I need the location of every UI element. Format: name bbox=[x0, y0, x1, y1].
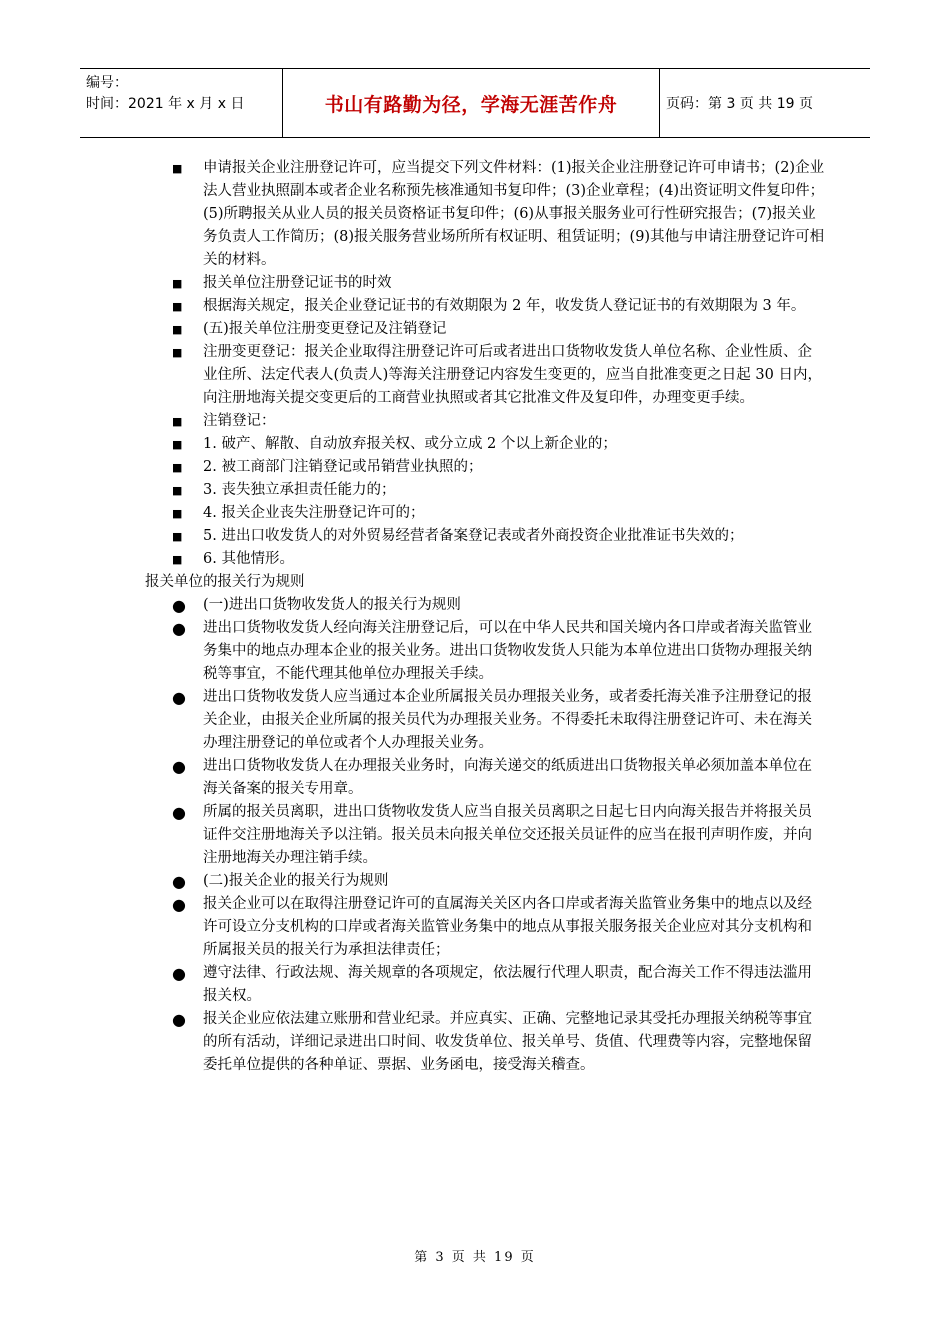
list-item: ● 报关企业应依法建立账册和营业纪录。并应真实、正确、完整地记录其受托办理报关纳税等事宜的所有活动，详细记录进出口时间、收发货单位、报关单号、货值、代理费等内容，完整地保留委托单位提供的各种单证、票据、业务函电，接受海关稽查。 bbox=[172, 1010, 812, 1073]
list-item: ● 进出口货物收发货人应当通过本企业所属报关员办理报关业务，或者委托海关准予注册登记的报关企业，由报关企业所属的报关员代为办理报关业务。不得委托未取得注册登记许可、未在海关办理注册登记的单位或者个人办理报关业务。 bbox=[172, 688, 812, 751]
list-item: ● (一)进出口货物收发货人的报关行为规则 bbox=[172, 596, 461, 615]
list-item: ■ 根据海关规定，报关企业登记证书的有效期限为 2 年，收发货人登记证书的有效期限为 3 年。 bbox=[145, 295, 825, 318]
list-item: ■ 6. 其他情形。 bbox=[145, 548, 825, 571]
square-bullet-icon: ■ bbox=[172, 277, 183, 290]
square-bullet-icon: ■ bbox=[172, 438, 183, 451]
list-item: ● 所属的报关员离职，进出口货物收发货人应当自报关员离职之日起七日内向海关报告并将报关员证件交注册地海关予以注销。报关员未向报关单位交还报关员证件的应当在报刊声明作废，并向注册地海关办理注销手续。 bbox=[172, 803, 812, 866]
list-item: ■ 1. 破产、解散、自动放弃报关权、或分立成 2 个以上新企业的； bbox=[145, 433, 825, 456]
list-item: ● 进出口货物收发货人经向海关注册登记后，可以在中华人民共和国关境内各口岸或者海关监管业务集中的地点办理本企业的报关业务。进出口货物收发货人只能为本单位进出口货物办理报关纳税等事宜，不能代理其他单位办理报关手续。 bbox=[172, 619, 812, 682]
list-item: ● 进出口货物收发货人在办理报关业务时，向海关递交的纸质进出口货物报关单必须加盖本单位在海关备案的报关专用章。 bbox=[172, 757, 812, 797]
list-item: ■ 4. 报关企业丧失注册登记许可的； bbox=[145, 502, 825, 525]
bullet-list-registration bbox=[145, 157, 825, 571]
list-item: ● 遵守法律、行政法规、海关规章的各项规定，依法履行代理人职责，配合海关工作不得违法滥用报关权。 bbox=[172, 964, 812, 1004]
document-body bbox=[145, 157, 825, 1077]
square-bullet-icon: ■ bbox=[172, 300, 183, 313]
document-date-label: 时间：2021 年 x 月 x 日 bbox=[86, 96, 245, 112]
header-motto: 书山有路勤为径，学海无涯苦作舟 bbox=[282, 69, 660, 137]
square-bullet-icon: ■ bbox=[172, 507, 183, 520]
square-bullet-icon: ■ bbox=[172, 323, 183, 336]
list-item: ■ 报关单位注册登记证书的时效 bbox=[145, 272, 825, 295]
square-bullet-icon: ■ bbox=[172, 461, 183, 474]
square-bullet-icon: ■ bbox=[172, 415, 183, 428]
page-footer: 第 3 页 共 19 页 bbox=[414, 1250, 536, 1265]
round-bullet-icon: ● bbox=[172, 1010, 186, 1029]
bullet-list-conduct-rules bbox=[145, 594, 825, 1077]
round-bullet-icon: ● bbox=[172, 964, 186, 983]
square-bullet-icon: ■ bbox=[172, 484, 183, 497]
list-item: ■ 注销登记： bbox=[145, 410, 825, 433]
round-bullet-icon: ● bbox=[172, 757, 186, 776]
header-page-number: 页码：第 3 页 共 19 页 bbox=[666, 96, 813, 112]
square-bullet-icon: ■ bbox=[172, 162, 183, 175]
section-heading: 报关单位的报关行为规则 bbox=[145, 574, 305, 590]
list-item: ■ (五)报关单位注册变更登记及注销登记 bbox=[145, 318, 825, 341]
list-item: ■ 3. 丧失独立承担责任能力的； bbox=[145, 479, 825, 502]
round-bullet-icon: ● bbox=[172, 688, 186, 707]
round-bullet-icon: ● bbox=[172, 619, 186, 638]
page-header bbox=[80, 68, 870, 138]
round-bullet-icon: ● bbox=[172, 872, 186, 891]
list-item: ■ 申请报关企业注册登记许可，应当提交下列文件材料：(1)报关企业注册登记许可申请书；(2)企业法人营业执照副本或者企业名称预先核准通知书复印件；(3)企业章程；(4)出资证明文件复印件；(5)所聘报关从业人员的报关员资格证书复印件；(6)从事报关服务业可行性研究报告；(7)报关业务负责人工作简历；(8)报关服务营业场所所有权证明、租赁证明；(9)其他与申请注册登记许可相关的材料。 bbox=[145, 157, 825, 272]
list-item: ● 报关企业可以在取得注册登记许可的直属海关关区内各口岸或者海关监管业务集中的地点以及经许可设立分支机构的口岸或者海关监管业务集中的地点从事报关服务报关企业应对其分支机构和所属报关员的报关行为承担法律责任； bbox=[172, 895, 812, 958]
header-meta bbox=[80, 69, 282, 137]
square-bullet-icon: ■ bbox=[172, 346, 183, 359]
round-bullet-icon: ● bbox=[172, 803, 186, 822]
document-number-label: 编号： bbox=[86, 75, 128, 91]
list-item: ● (二)报关企业的报关行为规则 bbox=[172, 872, 389, 891]
square-bullet-icon: ■ bbox=[172, 553, 183, 566]
list-item: ■ 5. 进出口收发货人的对外贸易经营者备案登记表或者外商投资企业批准证书失效的； bbox=[145, 525, 825, 548]
list-item: ■ 2. 被工商部门注销登记或吊销营业执照的； bbox=[145, 456, 825, 479]
round-bullet-icon: ● bbox=[172, 895, 186, 914]
list-item: ■ 注册变更登记：报关企业取得注册登记许可后或者进出口货物收发货人单位名称、企业性质、企业住所、法定代表人(负责人)等海关注册登记内容发生变更的，应当自批准变更之日起 30 日内，向注册地海关提交变更后的工商营业执照或者其它批准文件及复印件，办理变更手续。 bbox=[145, 341, 825, 410]
square-bullet-icon: ■ bbox=[172, 530, 183, 543]
round-bullet-icon: ● bbox=[172, 596, 186, 615]
